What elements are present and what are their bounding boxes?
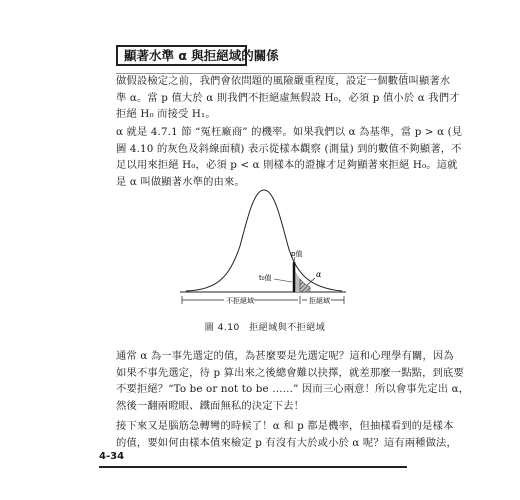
- section-heading: 顯著水準 α 與拒絕域的關係: [116, 45, 247, 66]
- paragraph-line: 的值，要如何由樣本值來檢定 p 有沒有大於或小於 α 呢？這有兩種做法，: [116, 436, 457, 449]
- alpha-label: α: [316, 270, 322, 279]
- rejection-label: 拒絕域: [309, 297, 330, 305]
- page-number: 4-34: [99, 451, 125, 462]
- t0-value-label: t₀值: [259, 274, 272, 282]
- paragraph-3: [116, 348, 470, 414]
- paragraph-line: 拒絕 H₀ 而接受 H₁。: [116, 108, 216, 120]
- paragraph-line: 做假設檢定之前，我們會依問題的風險嚴重程度，設定一個數值叫顯著水: [116, 75, 451, 87]
- distribution-figure: [178, 186, 348, 306]
- paragraph-line: 如果不事先選定，待 p 算出來之後總會難以抉擇，就差那麼一點點，到底要: [116, 366, 464, 379]
- paragraph-line: 準 α。當 p 值大於 α 則我們不拒絕虛無假設 H₀，必須 p 值小於 α 我們才: [116, 91, 460, 104]
- figure-caption: 圖 4.10 拒絕域與不拒絕域: [204, 323, 326, 333]
- paragraph-2: [116, 124, 463, 190]
- p-value-label: p值: [291, 250, 303, 258]
- paragraph-line: 不要拒絕？“To be or not to be ……” 因而三心兩意！所以會事先定出 α，: [116, 383, 470, 395]
- paragraph-line: α 就是 4.7.1 節 “冤枉廠商” 的機率。如果我們以 α 為基準，當 p > α (見: [116, 126, 463, 138]
- paragraph-line: 是 α 叫做顯著水準的由來。: [116, 175, 245, 188]
- paragraph-line: 通常 α 為一事先選定的值，為甚麼要是先選定呢？這和心理學有關，因為: [116, 350, 454, 362]
- alpha-area: [300, 279, 310, 292]
- paragraph-4: [116, 418, 457, 451]
- paragraph-line: 然後一翻兩瞪眼、鐵面無私的決定下去！: [116, 399, 305, 412]
- paragraph-line: 圖 4.10 的灰色及斜線面積) 表示從樣本觀察 (測量) 到的數值不夠顯著，不: [116, 142, 462, 155]
- paragraph-line: 足以用來拒絕 H₀，必須 p < α 則樣本的證據才足夠顯著來拒絕 H₀。這就: [116, 159, 458, 171]
- footer-rule: [99, 466, 407, 468]
- paragraph-line: 接下來又是腦筋急轉彎的時候了！α 和 p 都是機率，但抽樣看到的是樣本: [116, 420, 454, 432]
- paragraph-1: [116, 73, 460, 123]
- non-rejection-label: 不拒絕域: [226, 297, 254, 305]
